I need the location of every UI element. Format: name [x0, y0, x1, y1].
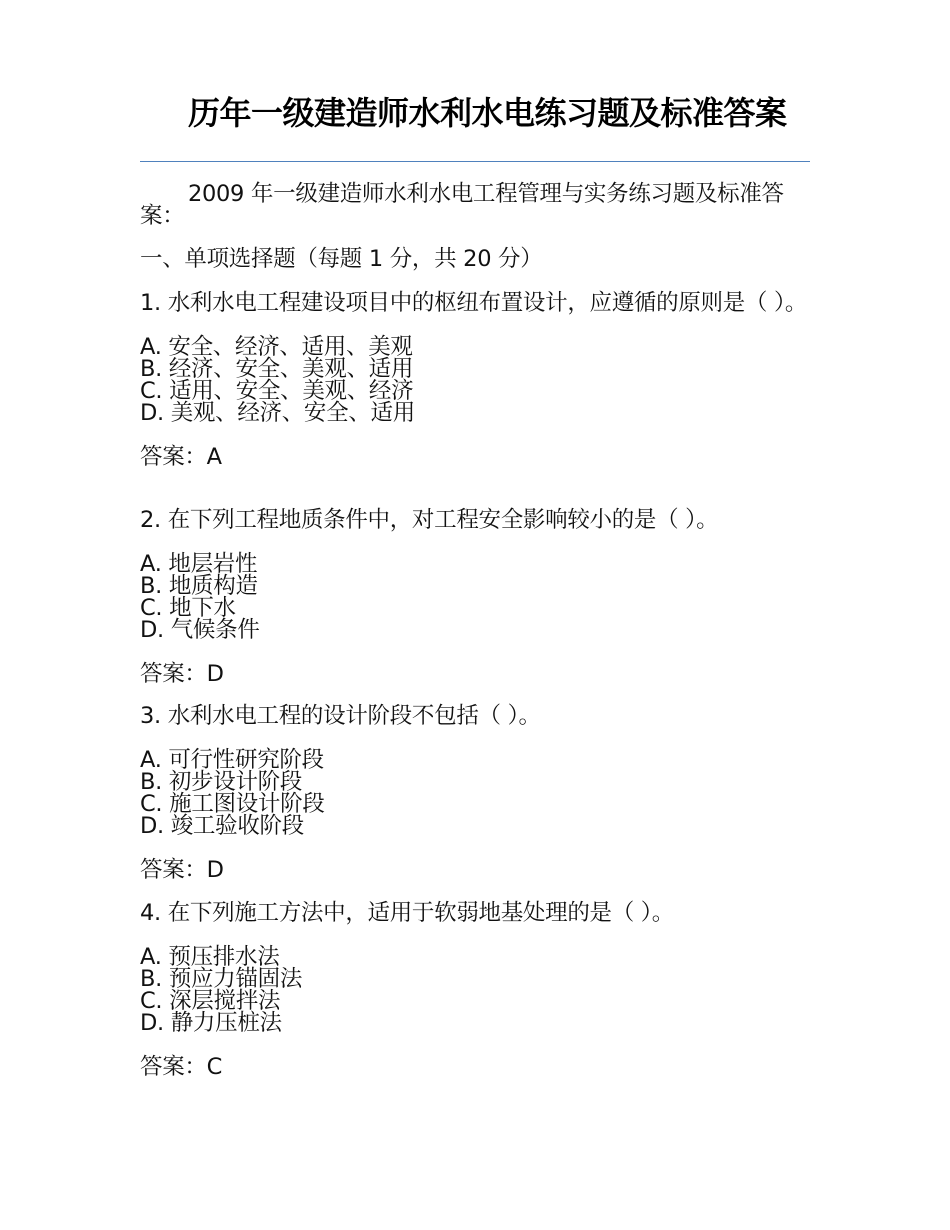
option-a: A. 地层岩性: [140, 551, 258, 577]
option-list: [140, 946, 810, 1034]
option-list: [140, 749, 810, 837]
option-a: A. 预压排水法: [140, 944, 280, 970]
section-heading: 一、单项选择题（每题 1 分，共 20 分）: [140, 246, 543, 272]
option-b: B. 初步设计阶段: [140, 769, 303, 795]
option-a: A. 可行性研究阶段: [140, 747, 324, 773]
question-stem: 4. 在下列施工方法中，适用于软弱地基处理的是（ ）。: [140, 900, 674, 926]
option-d: D. 美观、经济、安全、适用: [140, 400, 415, 426]
question-2: [140, 509, 810, 685]
question-stem: 3. 水利水电工程的设计阶段不包括（ ）。: [140, 703, 541, 729]
option-c: C. 地下水: [140, 595, 236, 621]
question-1: [140, 292, 810, 468]
option-b: B. 预应力锚固法: [140, 966, 303, 992]
question-stem: 2. 在下列工程地质条件中，对工程安全影响较小的是（ ）。: [140, 507, 719, 533]
option-b: B. 地质构造: [140, 573, 258, 599]
option-list: [140, 336, 810, 424]
option-d: D. 静力压桩法: [140, 1010, 282, 1036]
option-c: C. 适用、安全、美观、经济: [140, 378, 414, 404]
document-title: 历年一级建造师水利水电练习题及标准答案: [188, 94, 787, 132]
intro-paragraph: 2009 年一级建造师水利水电工程管理与实务练习题及标准答案：: [140, 181, 784, 229]
answer-line: 答案：C: [140, 1054, 223, 1080]
option-list: [140, 553, 810, 641]
option-d: D. 竣工验收阶段: [140, 813, 304, 839]
option-c: C. 深层搅拌法: [140, 988, 281, 1014]
answer-line: 答案：D: [140, 661, 224, 687]
answer-line: 答案：D: [140, 857, 224, 883]
title-underline: [140, 161, 810, 162]
answer-line: 答案：A: [140, 444, 222, 470]
option-b: B. 经济、安全、美观、适用: [140, 356, 414, 382]
option-d: D. 气候条件: [140, 617, 260, 643]
question-4: [140, 902, 810, 1078]
option-c: C. 施工图设计阶段: [140, 791, 325, 817]
option-a: A. 安全、经济、适用、美观: [140, 334, 413, 360]
question-3: [140, 705, 810, 881]
question-stem: 1. 水利水电工程建设项目中的枢纽布置设计，应遵循的原则是（ ）。: [140, 290, 808, 316]
